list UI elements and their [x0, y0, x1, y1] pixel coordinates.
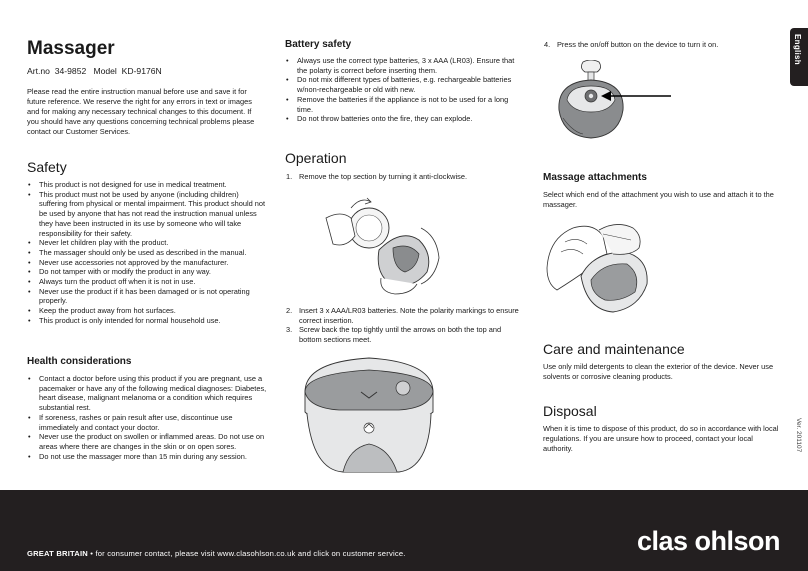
list-item: • Never use accessories not approved by the manufacturer.: [27, 258, 267, 268]
operation-step-1: [285, 172, 521, 182]
footer-contact-text: for consumer contact, please visit www.clasohlson.co.uk and click on customer service.: [95, 549, 406, 558]
footer-separator: •: [90, 549, 94, 558]
care-text: Use only mild detergents to clean the exterior of the device. Never use solvents or corrosive cleaning products.: [543, 362, 774, 381]
list-item: • Never use the product on swollen or inflammed areas. Do not use on areas where there are changes in the skin or on open sores.: [27, 432, 267, 451]
list-item: • Always turn the product off when it is not in use.: [27, 277, 267, 287]
attachments-text: Select which end of the attachment you wish to use and attach it to the massager.: [543, 190, 774, 209]
footer: [0, 490, 808, 571]
on-off-button-illustration: [553, 60, 673, 142]
footer-contact: [27, 549, 406, 558]
page-title: Massager: [27, 38, 115, 59]
brand-logo: clas ohlson: [636, 526, 780, 556]
battery-heading: Battery safety: [285, 39, 352, 50]
intro-text: Please read the entire instruction manual before use and save it for future reference. We reserve the right for any errors in text or images and for making any necessary technical changes to this document. If you should have any questions concerning technical problems please contact our Customer Services.: [27, 87, 255, 136]
list-item: • This product is not designed for use in medical treatment.: [27, 180, 267, 190]
disposal-heading: Disposal: [543, 403, 597, 419]
list-item: • Never let children play with the product.: [27, 238, 267, 248]
operation-steps-2-3: [285, 306, 523, 345]
safety-heading: Safety: [27, 159, 67, 175]
list-item: • The massager should only be used as described in the manual.: [27, 248, 267, 258]
model-number: KD-9176N: [121, 66, 162, 76]
list-item: • Remove the batteries if the appliance is not to be used for a long time.: [285, 95, 521, 114]
footer-country: GREAT BRITAIN: [27, 549, 88, 558]
health-list: [27, 374, 267, 461]
article-info: [27, 66, 162, 76]
remove-top-illustration: [321, 188, 451, 298]
list-item: • Always use the correct type batteries, 3 x AAA (LR03). Ensure that the polarty is correct before inserting them.: [285, 56, 521, 75]
care-heading: Care and maintenance: [543, 341, 685, 357]
operation-step-4: [543, 40, 781, 50]
list-item: • Contact a doctor before using this product if you are pregnant, use a pacemaker or have any of the following medical diagnoses: Diabetes, heart disease, malignant melanoma or a condition which requires substantial rest.: [27, 374, 267, 413]
battery-list: [285, 56, 521, 124]
art-label: Art.no: [27, 66, 50, 76]
list-item: 3. Screw back the top tightly until the arrows on both the top and bottom sections meet.: [286, 325, 502, 345]
list-item: • If soreness, rashes or pain result after use, discontinue use immediately and contact your doctor.: [27, 413, 267, 432]
list-item: 2. Insert 3 x AAA/LR03 batteries. Note the polarity markings to ensure correct insertion.: [286, 306, 519, 325]
list-item: • Never use the product if it has been damaged or is not operating properly.: [27, 287, 267, 306]
safety-list: [27, 180, 267, 326]
closed-massager-illustration: [299, 352, 439, 478]
list-item: • Do not tamper with or modify the product in any way.: [27, 267, 267, 277]
health-heading: Health considerations: [27, 356, 132, 367]
list-item: • Do not use the massager more than 15 min during any session.: [27, 452, 267, 462]
language-tab: [790, 28, 808, 86]
list-item: • Do not mix different types of batteries, e.g. rechargeable batteries w/non-rechargeable or old with new.: [285, 75, 521, 94]
attachments-heading: Massage attachments: [543, 172, 647, 183]
language-label: English: [793, 34, 802, 65]
attachment-illustration: [543, 218, 653, 322]
list-item: • This product is only intended for normal household use.: [27, 316, 267, 326]
list-item: • This product must not be used by anyone (including children) suffering from physical or mental impairment. This product should not be used by anyone that has not read the instruction manual unless they have been instructed in its use by someone who will take responsibility for their safety.: [27, 190, 267, 239]
list-item: • Keep the product away from hot surfaces.: [27, 306, 267, 316]
list-item: • Do not throw batteries onto the fire, they can explode.: [285, 114, 521, 124]
operation-heading: Operation: [285, 150, 347, 166]
art-number: 34-9852: [54, 66, 87, 76]
model-label: Model: [93, 66, 117, 76]
list-item: 4. Press the on/off button on the device to turn it on.: [544, 40, 719, 49]
list-item: 1. Remove the top section by turning it anti-clockwise.: [286, 172, 468, 181]
version-label: Ver. 201107: [795, 418, 802, 453]
disposal-text: When it is time to dispose of this product, do so in accordance with local regulations. If you are unsure how to proceed, contact your local authority.: [543, 424, 779, 453]
